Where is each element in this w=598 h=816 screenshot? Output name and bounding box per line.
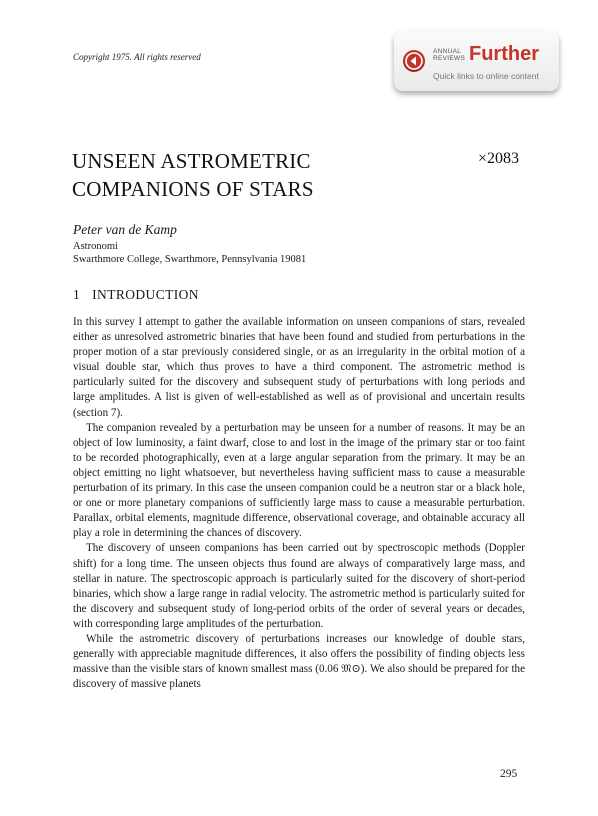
body-text [73,315,525,692]
paragraph: The discovery of unseen companions has been carried out by spectroscopic methods (Doppler shift) for a long time. The unseen objects thus found are always of comparatively large mass, and stellar in nature. The spectroscopic approach is particularly suited for the discovery of short-period binaries, which show a large range in radial velocity. The astrometric method is particularly suited for the discovery and subsequent study of long-period orbits of the order of several years or decades, with corresponding large amplitudes of the perturbation. [73,542,525,630]
further-label: Further [469,43,539,65]
section-title: INTRODUCTION [92,287,199,302]
article-code: ×2083 [478,150,520,167]
paragraph: In this survey I attempt to gather the available information on unseen companions of stars, revealed either as unresolved astrometric binaries that have been found and studied from perturbations in the proper motion of a star previously considered single, or as an irregularity in the orbital motion of a visual double star, which thus proves to have a third component. The astrometric method is particularly suited for the discovery and subsequent study of perturbations with long periods and large amplitudes. A list is given of well-established as well as of provisional and uncertain results (section 7). [73,316,525,419]
institution: Swarthmore College, Swarthmore, Pennsylvania 19081 [73,254,307,265]
title-line-2: COMPANIONS OF STARS [72,177,314,201]
paragraph: While the astrometric discovery of perturbations increases our knowledge of double stars, generally with appreciable magnitude differences, it also offers the possibility of finding objects less massive than the visible stars of known smallest mass (0.06 𝔐⊙). We also should be prepared for the discovery of massive planets [73,632,525,691]
title-line-1: UNSEEN ASTROMETRIC [72,149,311,173]
page-number: 295 [500,768,518,780]
author-name: Peter van de Kamp [73,222,177,237]
back-arrow-icon [403,50,425,72]
copyright-notice: Copyright 1975. All rights reserved [73,52,201,62]
section-heading [73,287,199,303]
article-title [72,147,314,203]
section-number: 1 [73,287,81,302]
reviews-label: REVIEWS [433,55,466,62]
annual-label: ANNUAL [433,48,462,55]
department: Astronomi [73,241,118,252]
author-affiliation [73,240,306,266]
annual-reviews-logo [433,48,465,62]
paragraph: The companion revealed by a perturbation may be unseen for a number of reasons. It may be an object of low luminosity, a faint dwarf, close to and lost in the image of the primary star or too faint to be recorded photographically, even at a large angular separation from the primary. It may be an object emitting no light whatsoever, but nevertheless having sufficient mass to cause a measurable perturbation of its primary. In this case the unseen companion could be a neutron star or a black hole, or one or more planetary companions of sufficiently large mass to cause a measurable perturbation. Parallax, orbital elements, magnitude difference, observational coverage, and obtainable accuracy all play a role in determining the chances of discovery. [73,421,525,540]
further-links-badge[interactable] [394,31,559,91]
quick-links-label: Quick links to online content [433,71,539,81]
